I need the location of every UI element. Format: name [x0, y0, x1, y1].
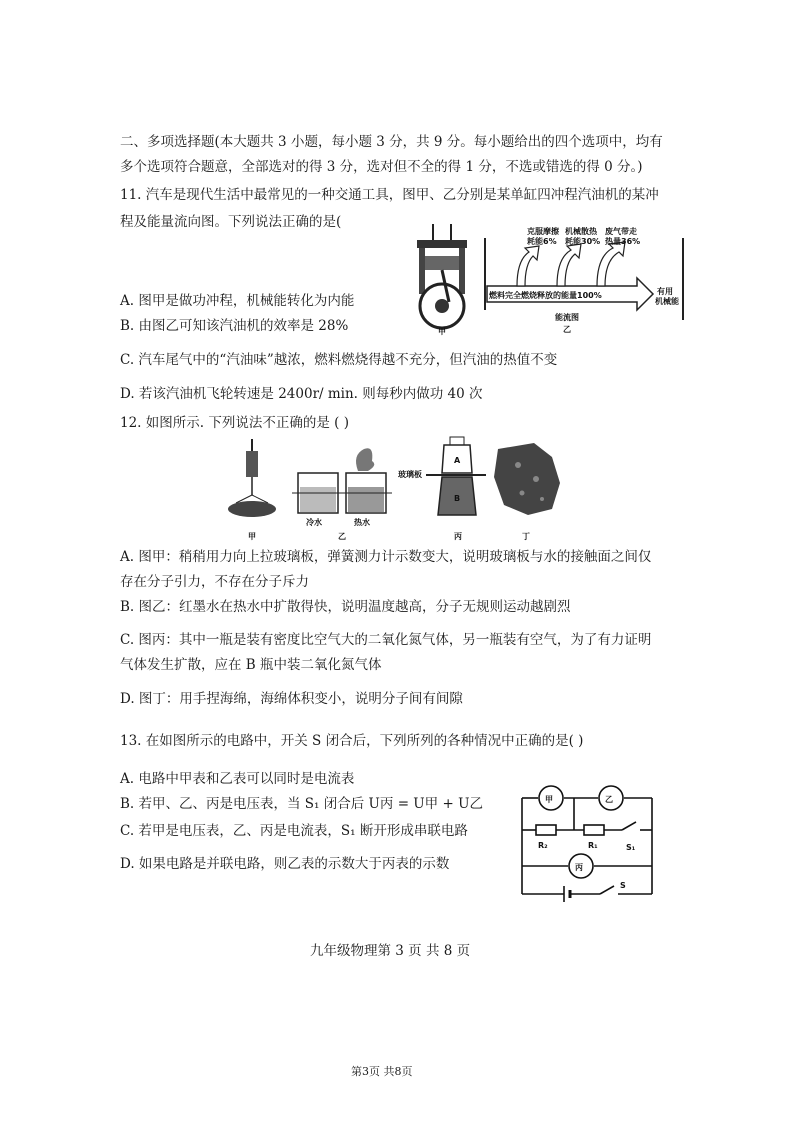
energy-label-friction-pct: 耗能6% — [527, 237, 557, 246]
section-title-line1: 二、多项选择题(本大题共 3 小题，每小题 3 分，共 9 分。每小题给出的四个选项中，均有 — [120, 134, 663, 150]
q11-option-c: C. 汽车尾气中的“汽油味”越浓，燃料燃烧得越不充分，但汽油的热值不变 — [120, 352, 558, 368]
section-title-line2: 多个选项符合题意，全部选对的得 3 分，选对但不全的得 1 分，不选或错选的得 0 分。) — [120, 159, 643, 175]
footer-page-number: 第3页 共8页 — [351, 1065, 413, 1078]
engine-label-jia: 甲 — [438, 327, 446, 336]
q13-option-d: D. 如果电路是并联电路，则乙表的示数大于丙表的示数 — [120, 856, 450, 872]
q13-circuit-figure — [518, 784, 658, 904]
fig-yi-hot: 热水 — [354, 518, 370, 527]
switch-s-label: S — [620, 881, 626, 890]
energy-main-arrow-label: 燃料完全燃烧释放的能量100% — [489, 291, 602, 300]
q11-option-d: D. 若该汽油机飞轮转速是 2400r/ min. 则每秒内做功 40 次 — [120, 386, 483, 402]
fig-bing-b: B — [454, 494, 461, 503]
q12-option-c-line1: C. 图丙：其中一瓶是装有密度比空气大的二氧化氮气体，另一瓶装有空气，为了有力证明 — [120, 632, 652, 648]
q13-option-b: B. 若甲、乙、丙是电压表，当 S₁ 闭合后 U丙 = U甲 + U乙 — [120, 796, 483, 812]
q12-option-d: D. 图丁：用手捏海绵，海绵体积变小，说明分子间有间隙 — [120, 691, 463, 707]
q12-option-c-line2: 气体发生扩散，应在 B 瓶中装二氧化氮气体 — [120, 657, 382, 673]
q13-option-c: C. 若甲是电压表，乙、丙是电流表，S₁ 断开形成串联电路 — [120, 823, 468, 839]
energy-label-heat: 机械散热 — [565, 227, 597, 236]
q13-stem: 13. 在如图所示的电路中，开关 S 闭合后，下列所列的各种情况中正确的是( ) — [120, 733, 584, 749]
energy-label-yi: 乙 — [563, 325, 571, 334]
energy-flow-diagram — [485, 226, 683, 334]
fig-yi-cold: 冷水 — [306, 518, 322, 527]
fig-bing-bottles — [398, 437, 486, 541]
meter-jia-label: 甲 — [545, 795, 553, 804]
energy-label-exhaust: 废气带走 — [605, 227, 637, 236]
fig-bing-a: A — [454, 456, 461, 465]
energy-label-friction: 克服摩擦 — [527, 227, 559, 236]
meter-yi-label: 乙 — [605, 795, 613, 804]
meter-yi — [599, 786, 623, 810]
q13-option-a: A. 电路中甲表和乙表可以同时是电流表 — [120, 771, 355, 787]
switch-s1-label: S₁ — [626, 843, 636, 852]
fig-jia-label: 甲 — [248, 532, 256, 541]
energy-output-label-1: 有用 — [657, 287, 673, 296]
energy-label-heat-pct: 耗能30% — [565, 237, 601, 246]
q11-option-a: A. 图甲是做功冲程，机械能转化为内能 — [120, 293, 355, 309]
q12-stem: 12. 如图所示. 下列说法不正确的是 ( ) — [120, 415, 349, 431]
meter-bing-label: 丙 — [575, 863, 583, 872]
fig-bing-label: 丙 — [454, 532, 462, 541]
meter-bing — [569, 854, 593, 878]
q11-stem-line1: 11. 汽车是现代生活中最常见的一种交通工具，图甲、乙分别是某单缸四冲程汽油机的某冲 — [120, 187, 659, 203]
q12-option-b: B. 图乙：红墨水在热水中扩散得快，说明温度越高，分子无规则运动越剧烈 — [120, 599, 571, 615]
energy-label-exhaust-pct: 热量36% — [605, 237, 641, 246]
resistor-r1-label: R₁ — [588, 841, 598, 850]
q12-option-a-line1: A. 图甲：稍稍用力向上拉玻璃板，弹簧测力计示数变大，说明玻璃板与水的接触面之间仅 — [120, 549, 652, 565]
q11-stem-line2: 程及能量流向图。下列说法正确的是( — [120, 214, 342, 230]
energy-caption: 能流图 — [555, 313, 579, 322]
fig-jia-spring-scale — [228, 439, 276, 541]
footer-page-label: 九年级物理第 3 页 共 8 页 — [310, 943, 471, 959]
fig-yi-label: 乙 — [338, 532, 346, 541]
q12-option-a-line2: 存在分子引力，不存在分子斥力 — [120, 574, 309, 590]
fig-ding-sponge — [494, 443, 560, 541]
fig-yi-beakers — [292, 448, 392, 541]
resistor-r2-label: R₂ — [538, 841, 548, 850]
energy-output-label-2: 机械能 — [655, 297, 679, 306]
fig-ding-label: 丁 — [522, 532, 530, 541]
engine-diagram — [417, 224, 467, 336]
fig-bing-glass: 玻璃板 — [398, 470, 422, 479]
q11-option-b: B. 由图乙可知该汽油机的效率是 28% — [120, 318, 349, 334]
q12-figure — [222, 435, 582, 545]
q11-figure — [405, 220, 690, 340]
meter-jia — [539, 786, 563, 810]
